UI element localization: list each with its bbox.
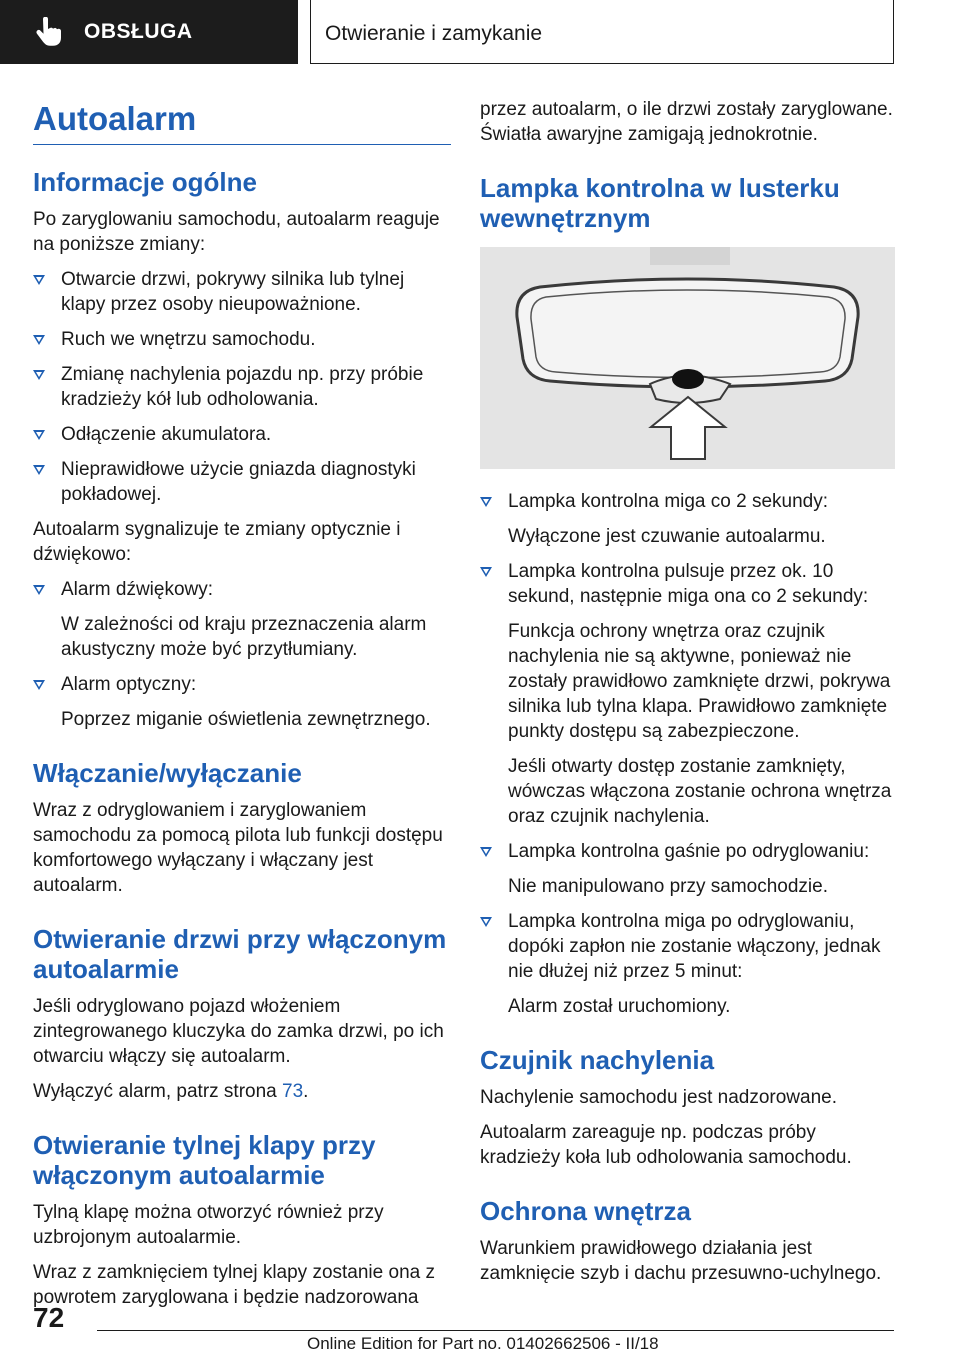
list-item: Alarm optyczny: Poprzez miganie oświetlenia zewnętrznego. xyxy=(33,672,451,732)
doors-ref: Wyłączyć alarm, patrz strona 73. xyxy=(33,1081,309,1102)
list-item: Otwarcie drzwi, pokrywy silnika lub tylnej klapy przez osoby nieupoważnione. xyxy=(33,267,451,317)
triangle-bullet-icon xyxy=(33,370,45,380)
list-item: Lampka kontrolna miga co 2 sekundy: Wyłączone jest czuwanie autoalarmu. xyxy=(480,489,898,549)
list-item: Lampka kontrolna miga po odryglowaniu, dopóki zapłon nie zostanie włączony, jednak nie dłużej niż przez 5 minut: Alarm został uruchomiony. xyxy=(480,909,898,1019)
heading-tilt: Czujnik nachylenia xyxy=(480,1045,715,1075)
triangle-bullet-icon xyxy=(33,680,45,690)
right-column xyxy=(480,97,898,1296)
list-item: Lampka kontrolna pulsuje przez ok. 10 sekund, następnie miga ona co 2 sekundy: Funkcja ochrony wnętrza oraz czujnik nachylenia nie są aktywne, ponieważ nie zostały prawidłowo zamknięte drzwi, pokrywa silnika lub tylna klapa. Prawidłowo zamknięte punkty dostępu są zabezpieczone. Jeśli otwarty dostęp zostanie zamknięty, wówczas włączona zostanie ochrona wnętrza oraz czujnik nachylenia. xyxy=(480,559,898,829)
tailgate-text-1: Tylną klapę można otworzyć również przy uzbrojonym autoalarmie. xyxy=(33,1202,384,1248)
continuation-text: przez autoalarm, o ile drzwi zostały zaryglowane. Światła awaryjne zamigają jednokrotnie. xyxy=(480,99,893,145)
hand-pointer-icon xyxy=(34,17,62,47)
tailgate-text-2: Wraz z zamknięciem tylnej klapy zostanie ona z powrotem zaryglowana i będzie nadzorowana xyxy=(33,1262,435,1308)
list-item: Zmianę nachylenia pojazdu np. przy próbie kradzieży kół lub odholowania. xyxy=(33,362,451,412)
list-item: Ruch we wnętrzu samochodu. xyxy=(33,327,451,352)
tilt-text-1: Nachylenie samochodu jest nadzorowane. xyxy=(480,1087,837,1108)
heading-tailgate: Otwieranie tylnej klapy przy włączonym autoalarmie xyxy=(33,1130,376,1190)
list-item: Odłączenie akumulatora. xyxy=(33,422,451,447)
footer-divider xyxy=(97,1330,894,1331)
triangle-bullet-icon xyxy=(33,585,45,595)
section-label: OBSŁUGA xyxy=(84,20,193,43)
triangle-bullet-icon xyxy=(33,335,45,345)
edition-footer: Online Edition for Part no. 01402662506 - II/18 xyxy=(307,1334,659,1353)
heading-onoff: Włączanie/wyłączanie xyxy=(33,758,302,788)
triangle-bullet-icon xyxy=(33,465,45,475)
heading-interior: Ochrona wnętrza xyxy=(480,1196,691,1226)
chapter-title: Otwieranie i zamykanie xyxy=(310,0,894,64)
signal-intro: Autoalarm sygnalizuje te zmiany optycznie i dźwiękowo: xyxy=(33,519,401,565)
interior-text: Warunkiem prawidłowego działania jest zamknięcie szyb i dachu przesuwno-uchylnego. xyxy=(480,1238,882,1284)
heading-doors: Otwieranie drzwi przy włączonym autoalarmie xyxy=(33,924,447,984)
triangle-bullet-icon xyxy=(480,847,492,857)
list-item: Lampka kontrolna gaśnie po odryglowaniu: Nie manipulowano przy samochodzie. xyxy=(480,839,898,899)
change-list xyxy=(33,267,451,507)
heading-general: Informacje ogólne xyxy=(33,167,257,197)
mirror-illustration xyxy=(480,247,895,469)
section-tab xyxy=(0,0,298,64)
signal-list xyxy=(33,577,451,732)
list-item: Nieprawidłowe użycie gniazda diagnostyki pokładowej. xyxy=(33,457,451,507)
page-number: 72 xyxy=(33,1302,65,1333)
lamp-status-list xyxy=(480,489,898,1019)
list-item: Alarm dźwiękowy: W zależności od kraju przeznaczenia alarm akustyczny może być przytłumiany. xyxy=(33,577,451,662)
page-title: Autoalarm xyxy=(33,100,451,145)
triangle-bullet-icon xyxy=(480,567,492,577)
triangle-bullet-icon xyxy=(480,497,492,507)
tilt-text-2: Autoalarm zareaguje np. podczas próby kradzieży koła lub odholowania samochodu. xyxy=(480,1122,852,1168)
doors-text: Jeśli odryglowano pojazd włożeniem zintegrowanego kluczyka do zamka drzwi, po ich otwarciu włączy się autoalarm. xyxy=(33,996,444,1067)
triangle-bullet-icon xyxy=(33,275,45,285)
onoff-text: Wraz z odryglowaniem i zaryglowaniem samochodu za pomocą pilota lub funkcji dostępu komfortowego wyłączany i włączany jest autoalarm. xyxy=(33,800,443,896)
page-link[interactable]: 73 xyxy=(282,1081,304,1102)
left-column xyxy=(33,100,451,1320)
general-intro: Po zaryglowaniu samochodu, autoalarm reaguje na poniższe zmiany: xyxy=(33,209,440,255)
mirror-diagram xyxy=(480,247,895,469)
triangle-bullet-icon xyxy=(480,917,492,927)
triangle-bullet-icon xyxy=(33,430,45,440)
heading-lamp: Lampka kontrolna w lusterku wewnętrznym xyxy=(480,173,840,233)
